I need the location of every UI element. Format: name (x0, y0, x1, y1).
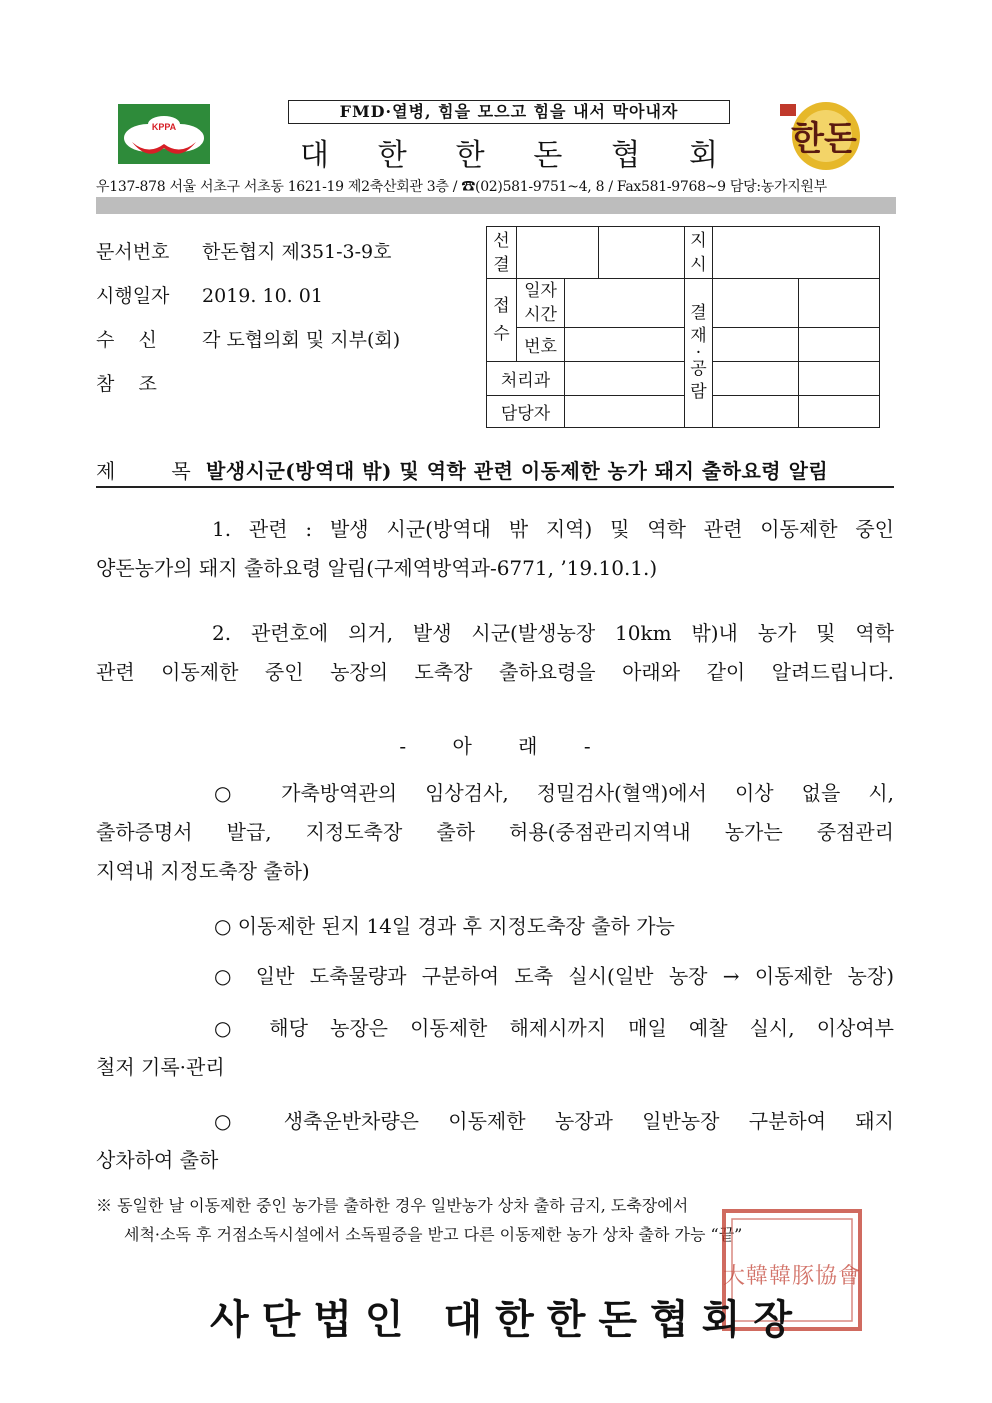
paragraph-2-line-1: 2. 관련호에 의거, 발생 시군(발생농장 10km 밖)내 농가 및 역학 (212, 621, 894, 645)
approval-cell-b3 (799, 362, 880, 396)
seal-text: 大韓韓豚協會 (722, 1264, 862, 1289)
date-value: 2019. 10. 01 (202, 285, 323, 307)
doc-number-row (96, 237, 392, 264)
ilja-blank (565, 279, 685, 328)
recipient-row (96, 325, 400, 352)
kppa-logo-text: KPPA (151, 122, 177, 132)
handon-logo-text: 한돈 (791, 119, 857, 159)
note-line-1: ※ 동일한 날 이동제한 중인 농가를 출하한 경우 일반농가 상차 출하 금지, 도축장에서 (96, 1196, 689, 1215)
damdangja-cell: 담당자 (487, 396, 565, 428)
bullet-1-line-3: 지역내 지정도축장 출하) (96, 859, 310, 883)
bullet-3 (96, 957, 894, 996)
beonho-cell: 번호 (517, 328, 565, 362)
approval-cell-b1 (799, 279, 880, 328)
doc-number-label: 문서번호 (96, 241, 170, 263)
approval-cell-a4 (713, 396, 799, 428)
recipient-value: 각 도협의회 및 지부(회) (202, 329, 401, 351)
approval-cell-a3 (713, 362, 799, 396)
seongyeol-blank-1 (517, 227, 599, 279)
header-divider-bar (96, 197, 896, 214)
slogan-banner: FMD·열병, 힘을 모으고 힘을 내서 막아내자 (288, 100, 730, 124)
cheorigwa-cell: 처리과 (487, 362, 565, 396)
approval-table (486, 226, 880, 428)
gyeoljae-gongram-cell: 결 재 · 공 람 (685, 279, 713, 428)
jeopsu-cell: 접 수 (487, 279, 517, 362)
subject-row (96, 455, 894, 484)
approval-cell-b2 (799, 328, 880, 362)
approval-cell-b4 (799, 396, 880, 428)
paragraph-1-line-2: 양돈농가의 돼지 출하요령 알림(구제역방역과-6771, ’19.10.1.) (96, 556, 658, 580)
bullet-4 (96, 1009, 894, 1087)
jisi-blank (713, 227, 880, 279)
recipient-label: 수 신 (96, 329, 157, 351)
bullet-5-line-1: ○ 생축운반차량은 이동제한 농장과 일반농장 구분하여 돼지 (214, 1109, 894, 1133)
seon-gyeol-cell: 선 결 (487, 227, 517, 279)
ji-si-cell: 지 시 (685, 227, 713, 279)
bullet-5-line-2: 상차하여 출하 (96, 1148, 219, 1172)
reference-row (96, 369, 196, 396)
bullet-1 (96, 774, 894, 891)
bullet-3-line: ○ 일반 도축물량과 구분하여 도축 실시(일반 농장 → 이동제한 농장) (214, 964, 894, 988)
bullet-1-line-2: 출하증명서 발급, 지정도축장 출하 허용(중점관리지역내 농가는 중점관리 (96, 820, 894, 844)
damdangja-blank (565, 396, 685, 428)
bullet-4-line-2: 철저 기록·관리 (96, 1055, 225, 1079)
beonho-blank (565, 328, 685, 362)
note-line-2: 세척·소독 후 거점소독시설에서 소독필증을 받고 다른 이동제한 농가 상차 출하 가능 “끝” (124, 1225, 743, 1244)
kppa-logo (118, 104, 210, 164)
bullet-4-line-1: ○ 해당 농장은 이동제한 해제시까지 매일 예찰 실시, 이상여부 (214, 1016, 894, 1040)
arae-heading: - 아 래 - (399, 734, 591, 758)
paragraph-2-line-2: 관련 이동제한 중인 농장의 도축장 출하요령을 아래와 같이 알려드립니다. (96, 660, 894, 684)
handon-logo (778, 96, 868, 174)
subject-underline (96, 486, 894, 488)
subject-label: 제목 (96, 459, 247, 483)
approval-cell-a1 (713, 279, 799, 328)
bullet-5 (96, 1102, 894, 1180)
address-line: 우137-878 서울 서초구 서초동 1621-19 제2축산회관 3층 / ☎(02)581-9751~4, 8 / Fax581-9768~9 담당:농가지원부 (96, 179, 827, 195)
subject-value: 발생시군(방역대 밖) 및 역학 관련 이동제한 농가 돼지 출하요령 알림 (206, 459, 829, 483)
paragraph-1 (96, 510, 894, 588)
org-name: 대 한 한 돈 협 회 (300, 138, 720, 173)
bullet-1-line-1: ○ 가축방역관의 임상검사, 정밀검사(혈액)에서 이상 없을 시, (214, 781, 894, 805)
cheorigwa-blank (565, 362, 685, 396)
paragraph-1-line-1: 1. 관련 : 발생 시군(방역대 밖 지역) 및 역학 관련 이동제한 중인 (212, 517, 894, 541)
seongyeol-blank-2 (599, 227, 685, 279)
bullet-2 (96, 907, 894, 946)
sender-name: 사단법인 대한한돈협회장 (210, 1296, 805, 1343)
date-row (96, 281, 323, 308)
paragraph-2 (96, 614, 894, 692)
ilja-sigan-cell: 일자 시간 (517, 279, 565, 328)
reference-label: 참 조 (96, 373, 157, 395)
bullet-2-line: ○ 이동제한 된지 14일 경과 후 지정도축장 출하 가능 (214, 914, 675, 938)
date-label: 시행일자 (96, 285, 170, 307)
approval-cell-a2 (713, 328, 799, 362)
doc-number-value: 한돈협지 제351-3-9호 (202, 241, 392, 263)
